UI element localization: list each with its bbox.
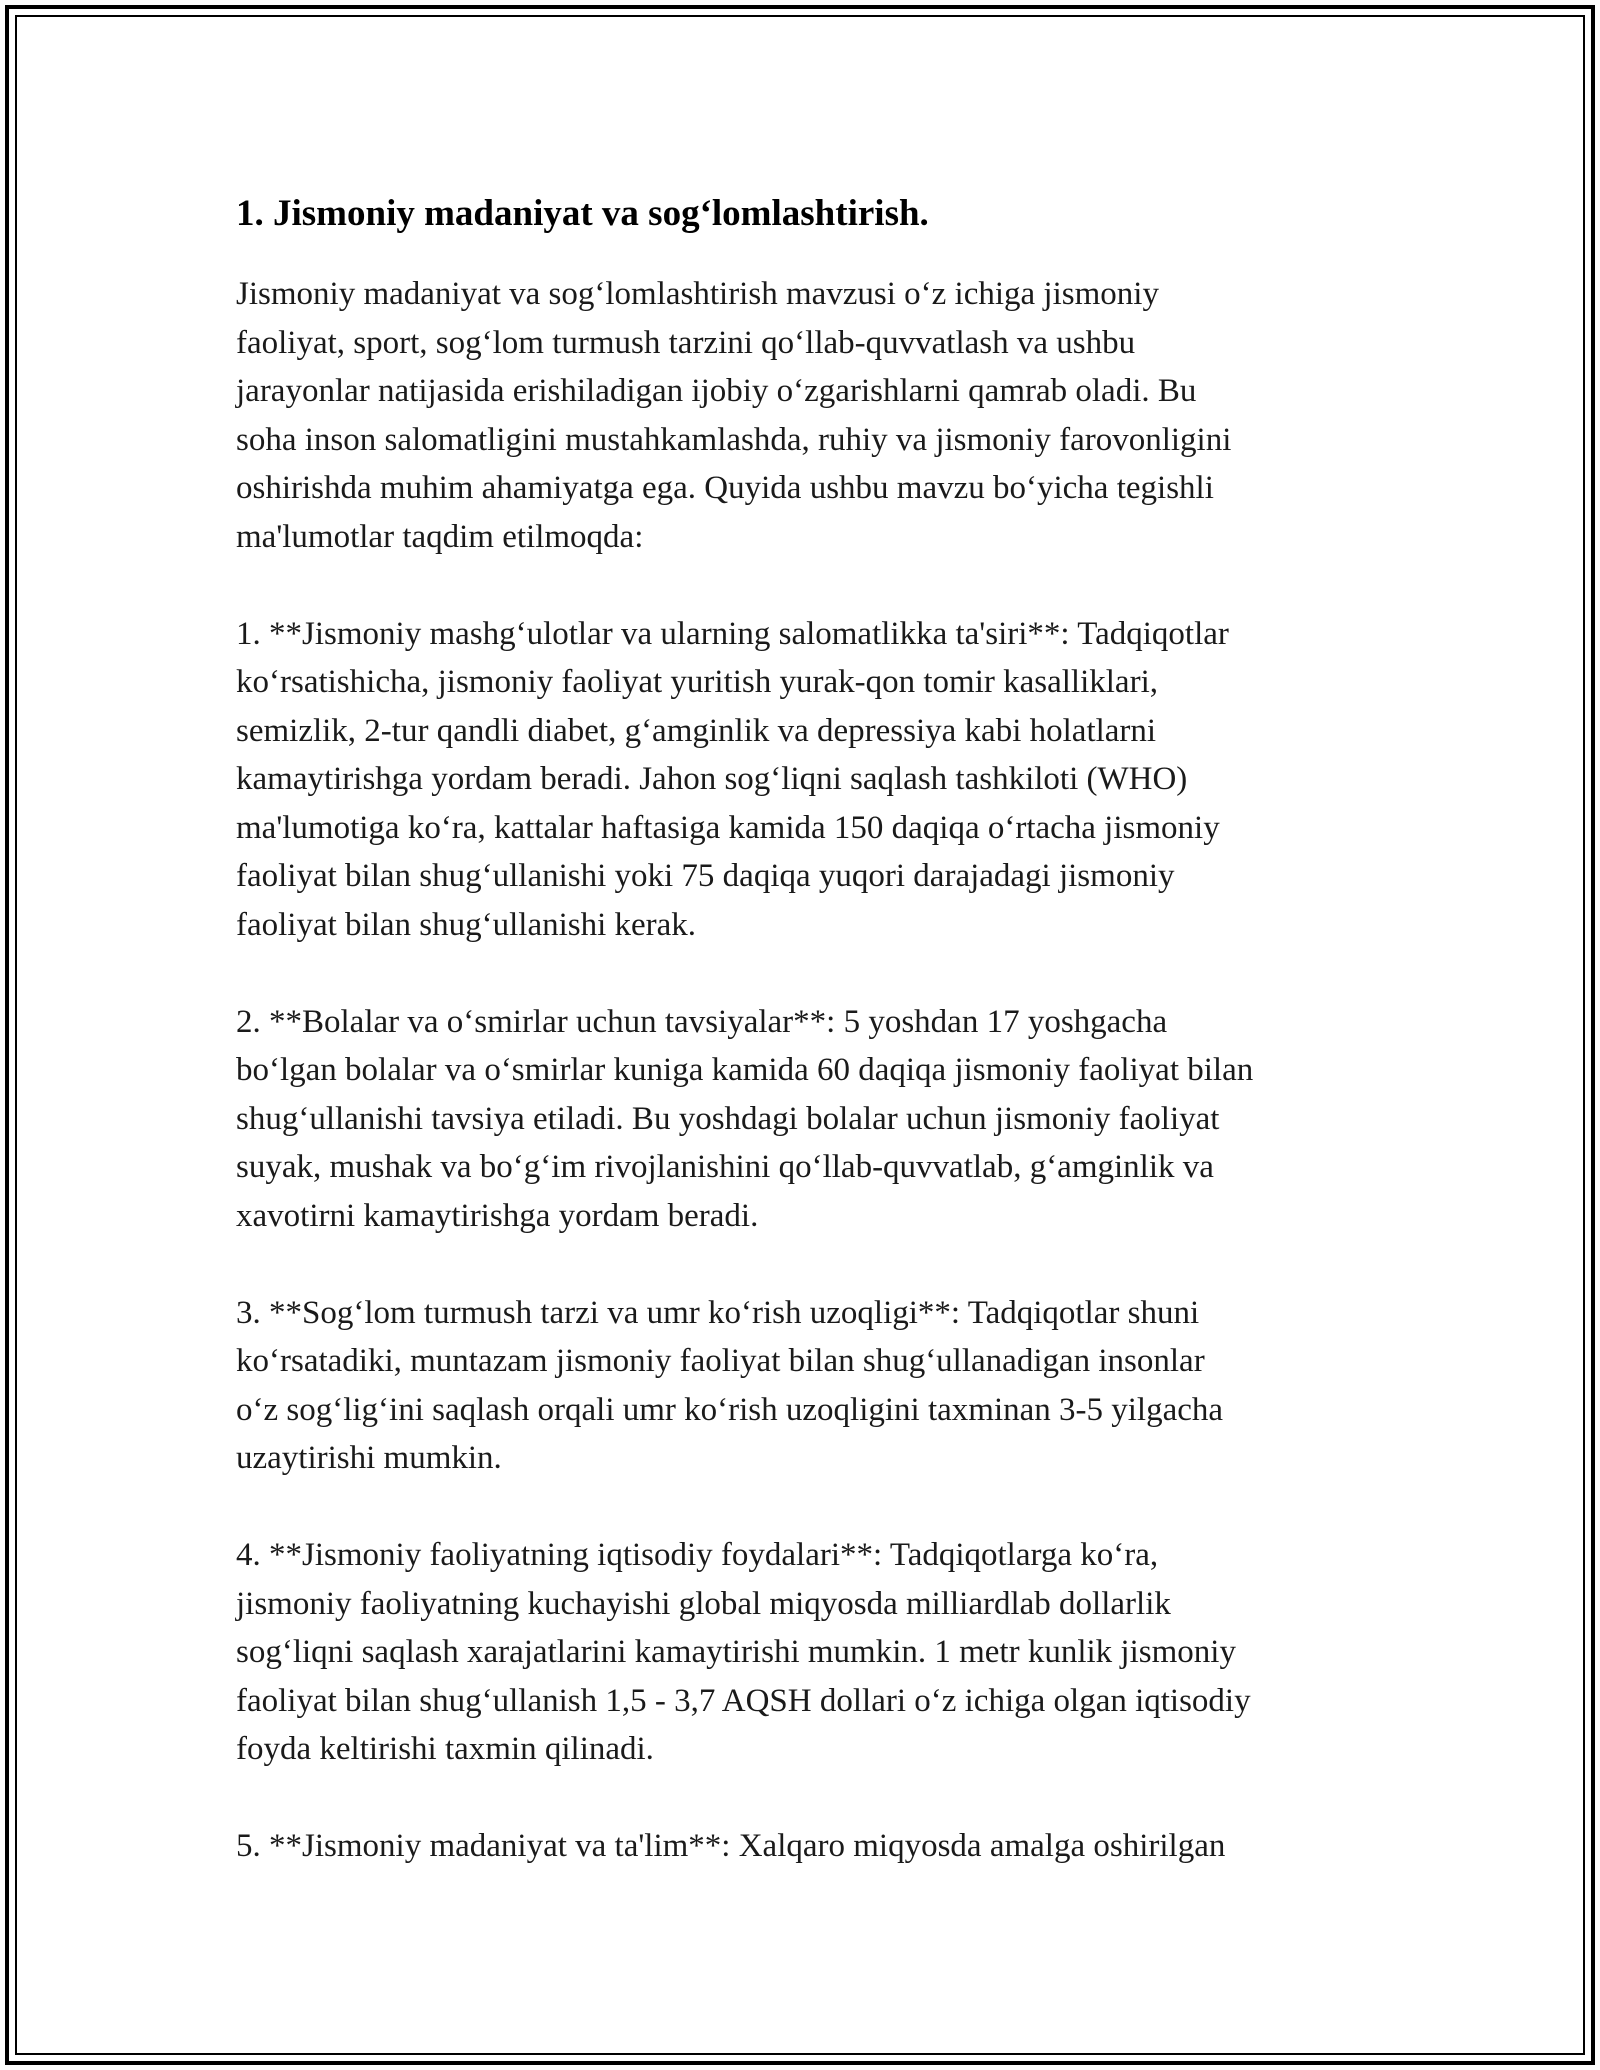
item-5-paragraph: 5. **Jismoniy madaniyat va ta'lim**: Xalqaro miqyosda amalga oshirilgan — [236, 1828, 1226, 1864]
section-heading: 1. Jismoniy madaniyat va sog‘lomlashtirish. — [236, 193, 929, 234]
document-body — [236, 188, 1386, 1919]
item-2-paragraph: 2. **Bolalar va o‘smirlar uchun tavsiyalar**: 5 yoshdan 17 yoshgacha bo‘lgan bolalar va o‘smirlar kuniga kamida 60 daqiqa jismoniy faoliyat bilan shug‘ullanishi tavsiya etiladi. Bu yoshdagi bolalar uchun jismoniy faoliyat suyak, mushak va bo‘g‘im rivojlanishini qo‘llab-quvvatlab, g‘amginlik va xavotirni kamaytirishga yordam beradi. — [236, 1003, 1254, 1234]
item-3-paragraph: 3. **Sog‘lom turmush tarzi va umr ko‘rish uzoqligi**: Tadqiqotlar shuni ko‘rsatadiki, muntazam jismoniy faoliyat bilan shug‘ullanadigan insonlar o‘z sog‘lig‘ini saqlash orqali umr ko‘rish uzoqligini taxminan 3-5 yilgacha uzaytirishi mumkin. — [236, 1294, 1224, 1476]
item-1-paragraph: 1. **Jismoniy mashg‘ulotlar va ularning salomatlikka ta'siri**: Tadqiqotlar ko‘rsatishicha, jismoniy faoliyat yuritish yurak-qon tomir kasalliklari, semizlik, 2-tur qandli diabet, g‘amginlik va depressiya kabi holatlarni kamaytirishga yordam beradi. Jahon sog‘liqni saqlash tashkiloti (WHO) ma'lumotiga ko‘ra, kattalar haftasiga kamida 150 daqiqa o‘rtacha jismoniy faoliyat bilan shug‘ullanishi yoki 75 daqiqa yuqori darajadagi jismoniy faoliyat bilan shug‘ullanishi kerak. — [236, 615, 1229, 943]
item-4-paragraph: 4. **Jismoniy faoliyatning iqtisodiy foydalari**: Tadqiqotlarga ko‘ra, jismoniy faoliyatning kuchayishi global miqyosda milliardlab dollarlik sog‘liqni saqlash xarajatlarini kamaytirishi mumkin. 1 metr kunlik jismoniy faoliyat bilan shug‘ullanish 1,5 - 3,7 AQSH dollari o‘z ichiga olgan iqtisodiy foyda keltirishi taxmin qilinadi. — [236, 1537, 1251, 1767]
intro-paragraph: Jismoniy madaniyat va sog‘lomlashtirish mavzusi o‘z ichiga jismoniy faoliyat, sport, sog‘lom turmush tarzini qo‘llab-quvvatlash va ushbu jarayonlar natijasida erishiladigan ijobiy o‘zgarishlarni qamrab oladi. Bu soha inson salomatligini mustahkamlashda, ruhiy va jismoniy farovonligini oshirishda muhim ahamiyatga ega. Quyida ushbu mavzu bo‘yicha tegishli ma'lumotlar taqdim etilmoqda: — [236, 276, 1232, 555]
